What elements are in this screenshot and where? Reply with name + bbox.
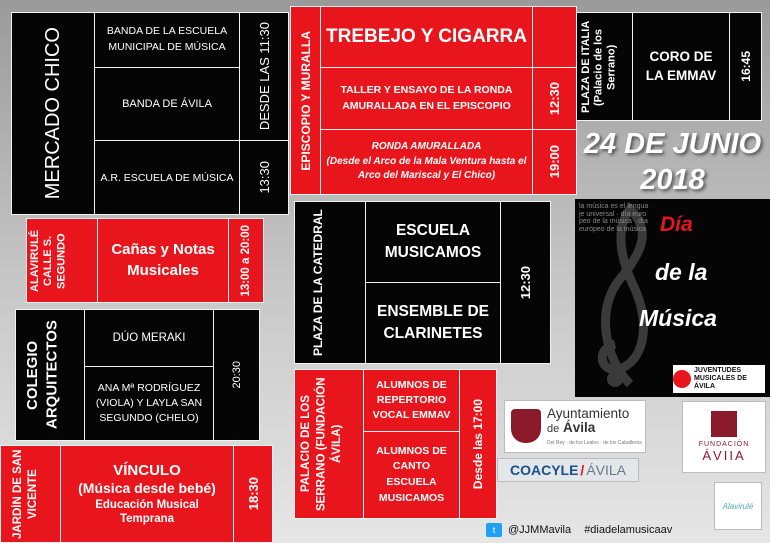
time-label: 13:30 [256, 161, 272, 194]
time-episcopio-1 [532, 67, 577, 130]
fundacion-mark-icon [711, 411, 737, 437]
alavirule-logo: Alavirulé [714, 482, 762, 530]
venue-plaza-catedral [294, 201, 366, 364]
venue-label: EPISCOPIO Y MURALLA [298, 30, 313, 171]
ayuntamiento-logo [504, 400, 646, 453]
ayto-line-3: Ávila [563, 420, 596, 436]
ayto-line-2: de [547, 423, 560, 436]
dia-title-1: Día [660, 213, 693, 236]
venue-label: PLAZA DE ITALIA (Palacio de los Serrano) [579, 20, 617, 113]
time-label: 12:30 [518, 265, 533, 300]
act-detail: Educación Musical Temprana [95, 498, 199, 526]
time-label: 13:00 a 20:00 [240, 224, 252, 297]
juventudes-label: JUVENTUDES MUSICALES DE ÁVILA [694, 367, 747, 390]
venue-jardin-san-vicente [0, 445, 61, 543]
dia-title-3: Música [639, 305, 717, 331]
act-subtitle: (Música desde bebé) [78, 480, 216, 497]
time-palacio [459, 369, 497, 519]
dia-musica-poster [575, 199, 770, 397]
time-label: 18:30 [245, 477, 261, 511]
event-date [575, 126, 770, 198]
venue-label: PLAZA DE LA CATEDRAL [311, 209, 325, 356]
act-escuela-musicamos: ESCUELA MUSICAMOS [365, 201, 501, 283]
act-vinculo [60, 445, 234, 543]
twitter-handle[interactable]: @JJMMavila [508, 524, 572, 536]
act-banda-escuela: BANDA DE LA ESCUELA MUNICIPAL DE MÚSICA [94, 12, 240, 68]
venue-label: MERCADO CHICO [41, 27, 64, 200]
jm-circle-icon [673, 370, 691, 388]
venue-plaza-italia [576, 12, 633, 121]
ayto-name [547, 407, 629, 436]
date-day: 24 DE JUNIO [583, 128, 762, 160]
act-ronda-amurallada [320, 129, 533, 195]
act-ana-layla: ANA Mª RODRÍGUEZ (VIOLA) Y LAYLA SAN SEGUNDO (CHELO) [84, 366, 214, 441]
time-label: 20:30 [230, 361, 243, 389]
act-title: VÍNCULO [113, 461, 181, 479]
time-label: 12:30 [547, 81, 562, 116]
twitter-icon[interactable]: t [486, 523, 502, 537]
juventudes-logo [673, 365, 765, 393]
time-episcopio-2 [532, 129, 577, 195]
venue-alavirule [26, 218, 98, 303]
act-ar-escuela: A.R. ESCUELA DE MÚSICA [94, 140, 240, 215]
fundacion-label: FUNDACIÓN [698, 441, 750, 448]
venue-label: ALAVIRULÉ CALLE S. SEGUNDO [29, 229, 68, 292]
ayto-tagline: Del Rey · de los Leales · de los Caballeros [547, 440, 642, 446]
act-taller-ronda: TALLER Y ENSAYO DE LA RONDA AMURALLADA EN EL EPISCOPIO [320, 67, 533, 130]
act-canas-notas: Cañas y Notas Musicales [97, 218, 229, 303]
time-colegio [213, 309, 260, 441]
act-ensemble-clarinetes: ENSEMBLE DE CLARINETES [365, 282, 501, 364]
time-catedral [500, 201, 551, 364]
time-label: Desde las 17:00 [471, 398, 485, 490]
fundacion-name: ÁVIIA [702, 448, 746, 463]
time-label: 16:45 [738, 51, 753, 82]
spiral-text: la música es el lenguaje universal · día europeo de la música · día europeo de la música [579, 203, 649, 234]
venue-palacio-serrano [294, 369, 364, 519]
time-episcopio-spacer [532, 6, 577, 68]
coacyle-slash: / [580, 462, 585, 478]
act-title: RONDA AMURALLADA [371, 141, 482, 153]
coacyle-city: ÁVILA [586, 462, 627, 478]
time-label: 19:00 [547, 145, 562, 179]
time-alavirule [228, 218, 264, 303]
act-coro-emmav: CORO DE LA EMMAV [632, 12, 730, 121]
venue-label: COLEGIO ARQUITECTOS [24, 320, 61, 430]
hashtag[interactable]: #diadelamusicaav [584, 524, 673, 536]
time-italia [729, 12, 762, 121]
venue-episcopio [290, 6, 321, 195]
ayto-line-1: Ayuntamiento [547, 406, 630, 421]
dia-title-2: de la [655, 259, 708, 285]
time-mercado-end [239, 140, 289, 215]
venue-label: JARDÍN DE SAN VICENTE [11, 449, 39, 539]
time-mercado-start [239, 12, 289, 141]
time-jardin [233, 445, 273, 543]
social-footer [508, 524, 672, 536]
coacyle-label: COACYLE [509, 462, 579, 478]
coacyle-logo [497, 458, 639, 482]
venue-colegio-arquitectos [15, 309, 85, 441]
fundacion-avila-logo [682, 401, 766, 473]
act-alumnos-canto: ALUMNOS DE CANTO ESCUELA MUSICAMOS [363, 431, 460, 519]
time-label: DESDE LAS 11:30 [256, 22, 272, 131]
act-detail: (Desde el Arco de la Mala Ventura hasta el Arco del Mariscal y El Chico) [326, 155, 527, 182]
act-alumnos-repertorio: ALUMNOS DE REPERTORIO VOCAL EMMAV [363, 369, 460, 432]
date-year: 2018 [640, 164, 705, 196]
venue-mercado-chico [11, 12, 95, 215]
venue-label: PALACIO DE LOS SERRANO (FUNDACIÓN ÁVILA) [300, 377, 344, 511]
act-banda-avila: BANDA DE ÁVILA [94, 67, 240, 141]
crest-icon [511, 409, 541, 443]
act-trebejo-cigarra: TREBEJO Y CIGARRA [320, 6, 533, 68]
act-duo-meraki: DÚO MERAKI [84, 309, 214, 367]
